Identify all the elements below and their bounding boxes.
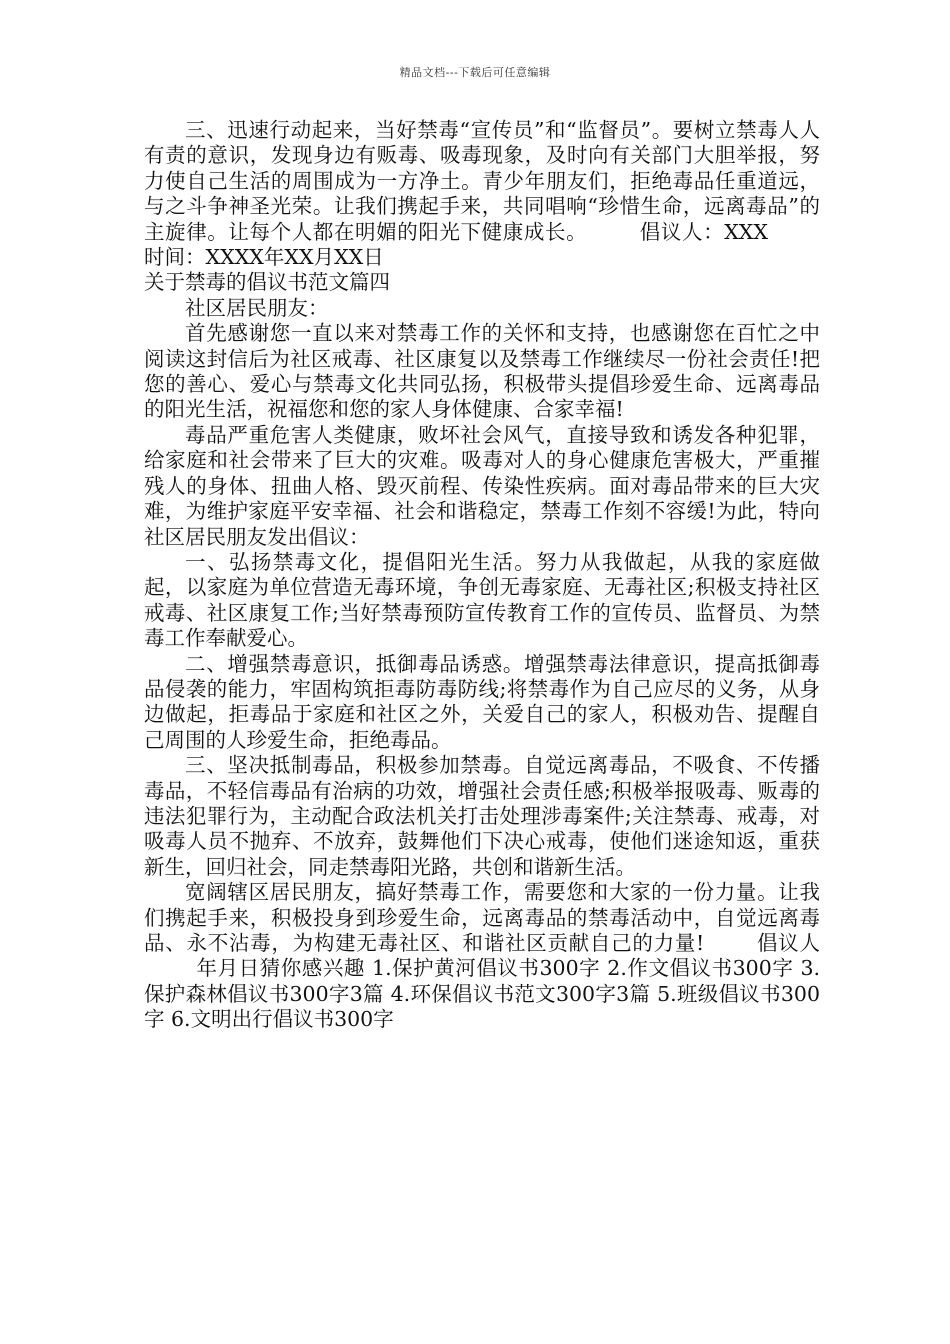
- paragraph-point-one: 一、弘扬禁毒文化，提倡阳光生活。努力从我做起，从我的家庭做起，以家庭为单位营造无毒环境，争创无毒家庭、无毒社区;积极支持社区戒毒、社区康复工作;当好禁毒预防宣传教育工作的宣传员、监督员、为禁毒工作奉献爱心。: [144, 549, 820, 651]
- paragraph-text: 宽阔辖区居民朋友，搞好禁毒工作，需要您和大家的一份力量。让我们携起手来，积极投身到珍爱生命，远离毒品的禁毒活动中，自觉远离毒品、永不沾毒，为构建无毒社区、和谐社区贡献自己的力量!: [144, 880, 820, 955]
- paragraph-text: 三、迅速行动起来，当好禁毒“宣传员”和“监督员”。要树立禁毒人人有责的意识，发现身边有贩毒、吸毒现象，及时向有关部门大胆举报，努力使自己生活的周围成为一方净土。青少年朋友们，拒绝毒品任重道远，与之斗争神圣光荣。让我们携起手来，共同唱响“珍惜生命，远离毒品”的主旋律。让每个人都在明媚的阳光下健康成长。: [144, 118, 820, 244]
- paragraph-thanks: 首先感谢您一直以来对禁毒工作的关怀和支持，也感谢您在百忙之中阅读这封信后为社区戒毒、社区康复以及禁毒工作继续尽一份社会责任!把您的善心、爱心与禁毒文化共同弘扬，积极带头提倡珍爱生命、远离毒品的阳光生活，祝福您和您的家人身体健康、合家幸福!: [144, 321, 820, 422]
- signature-proposer: 倡议人: [756, 931, 820, 955]
- paragraph-harm: 毒品严重危害人类健康，败坏社会风气，直接导致和诱发各种犯罪，给家庭和社会带来了巨大的灾难。吸毒对人的身心健康危害极大，严重摧残人的身体、扭曲人格、毁灭前程、传染性疾病。面对毒品带来的巨大灾难，为维护家庭平安幸福、社会和谐稳定，禁毒工作刻不容缓!为此，特向社区居民朋友发出倡议：: [144, 422, 820, 549]
- section-title: 关于禁毒的倡议书范文篇四: [144, 270, 390, 295]
- paragraph-point-three: 三、坚决抵制毒品，积极参加禁毒。自觉远离毒品，不吸食、不传播毒品，不轻信毒品有治病的功效，增强社会责任感;积极举报吸毒、贩毒的违法犯罪行为，主动配合政法机关打击处理涉毒案件;关注禁毒、戒毒，对吸毒人员不抛弃、不放弃，鼓舞他们下决心戒毒，使他们迷途知返，重获新生，回归社会，同走禁毒阳光路，共创和谐新生活。: [144, 753, 820, 879]
- signature-date: 年月日: [196, 956, 260, 981]
- paragraph-point-two: 二、增强禁毒意识，抵御毒品诱惑。增强禁毒法律意识，提高抵御毒品侵袭的能力，牢固构筑拒毒防毒防线;将禁毒作为自己应尽的义务，从身边做起，拒毒品于家庭和社区之外，关爱自己的家人，积极劝告、提醒自己周围的人珍爱生命，拒绝毒品。: [144, 651, 820, 752]
- related-articles: 猜你感兴趣 1.保护黄河倡议书300字 2.作文倡议书300字 3.保护森林倡议书300字3篇 4.环保倡议书范文300字3篇 5.班级倡议书300字 6.文明出行倡议书300字: [144, 956, 820, 1032]
- salutation: 社区居民朋友：: [185, 295, 329, 320]
- document-body: [144, 118, 820, 1033]
- paragraph-publicity-supervision: [144, 118, 820, 270]
- paragraph-closing: [144, 880, 820, 1032]
- signature-date: 时间：XXXX年XX月XX日: [144, 245, 384, 270]
- signature-proposer: 倡议人：XXX: [639, 219, 768, 244]
- page-header: 精品文档---下载后可任意编辑: [399, 66, 551, 79]
